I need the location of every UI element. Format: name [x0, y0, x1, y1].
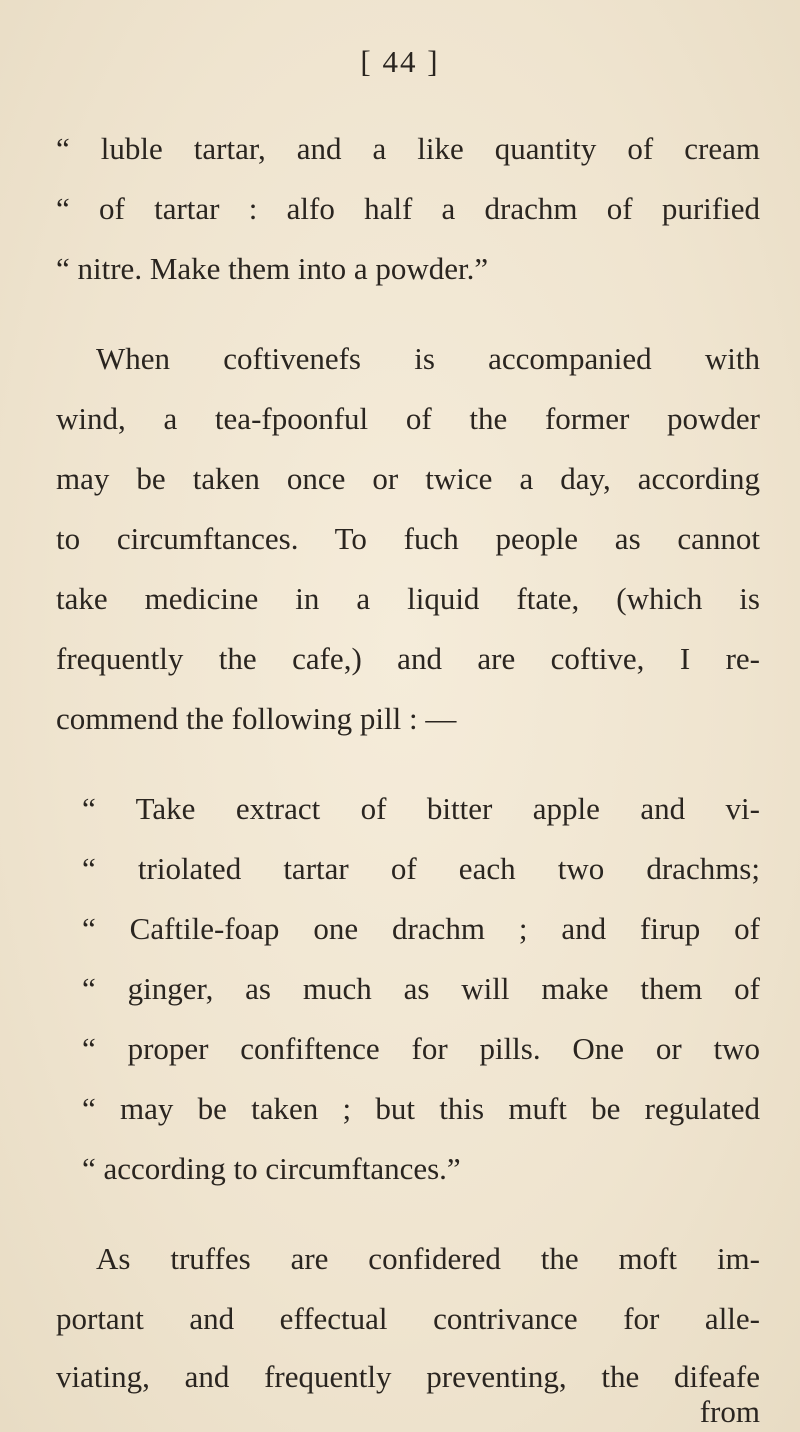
- text-line: “ of tartar : alfo half a drachm of purified: [56, 191, 760, 226]
- page-number: [ 44 ]: [360, 44, 440, 79]
- text-line: take medicine in a liquid ftate, (which is: [56, 581, 760, 616]
- text-line: “ Caftile-foap one drachm ; and firup of: [82, 911, 760, 946]
- text-line: commend the following pill : —: [56, 701, 457, 736]
- text-line: “ may be taken ; but this muft be regulated: [82, 1091, 760, 1126]
- text-line: portant and effectual contrivance for alle-: [56, 1301, 760, 1336]
- text-line: “ according to circumftances.”: [82, 1151, 461, 1186]
- text-line: viating, and frequently preventing, the difeafe: [56, 1359, 760, 1394]
- text-line: frequently the cafe,) and are coftive, I re-: [56, 641, 760, 676]
- catchword: from: [699, 1394, 760, 1429]
- text-line: may be taken once or twice a day, according: [56, 461, 760, 496]
- text-line: “ Take extract of bitter apple and vi-: [82, 791, 760, 826]
- text-line: wind, a tea-fpoonful of the former powder: [56, 401, 760, 436]
- text-line: “ ginger, as much as will make them of: [82, 971, 760, 1006]
- text-line: “ triolated tartar of each two drachms;: [82, 851, 760, 886]
- text-line: As truffes are confidered the moft im-: [96, 1241, 760, 1276]
- text-line: “ proper confiftence for pills. One or two: [82, 1031, 760, 1066]
- text-line: When coftivenefs is accompanied with: [96, 341, 760, 376]
- text-line: to circumftances. To fuch people as cannot: [56, 521, 760, 556]
- text-line: “ nitre. Make them into a powder.”: [56, 251, 489, 286]
- text-line: “ luble tartar, and a like quantity of cream: [56, 131, 760, 166]
